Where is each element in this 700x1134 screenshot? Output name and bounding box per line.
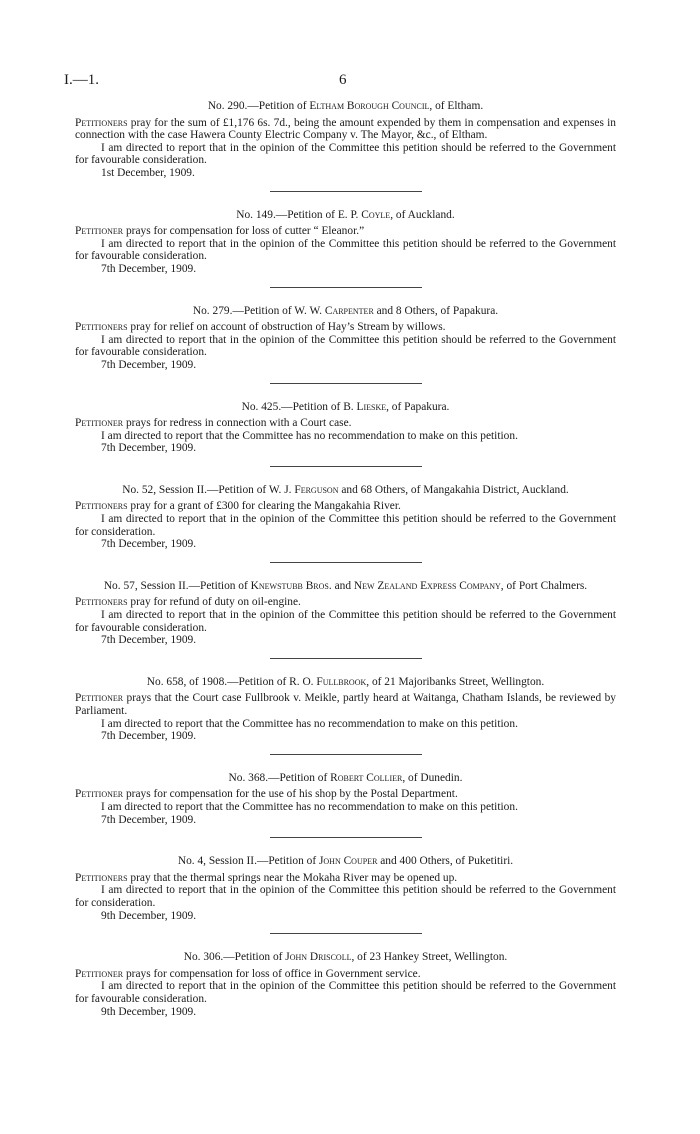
committee-report: I am directed to report that the Committee has no recommendation to make on this petition. (101, 800, 518, 813)
petition-prayer: Petitioner prays for compensation for loss of cutter “ Eleanor.” (75, 225, 365, 238)
petitioner-name: Fullbrook (316, 675, 367, 688)
report-date: 1st December, 1909. (101, 166, 195, 179)
petition-entry (75, 855, 616, 922)
report-date: 7th December, 1909. (101, 538, 197, 551)
section-divider (270, 191, 422, 192)
petitioner-name: Knewstubb Bros. (250, 579, 332, 592)
petition-title: No. 279.—Petition of W. W. Carpenter and 8 Others, of Papakura. (192, 304, 499, 317)
petition-prayer: Petitioners pray for the sum of £1,176 6s. 7d., being the amount expended by them in compensation and expenses in connection with the case Hawera County Electric Company v. The Mayor, &c., of Eltham. (75, 116, 616, 142)
section-divider (270, 383, 422, 384)
petition-prayer: Petitioner prays for compensation for loss of office in Government service. (75, 967, 421, 980)
committee-report: I am directed to report that in the opinion of the Committee this petition should be referred to the Government for consideration. (75, 513, 616, 538)
petition-entry (75, 580, 616, 647)
petition-prayer: Petitioner prays for compensation for the use of his shop by the Postal Department. (75, 788, 458, 801)
committee-report: I am directed to report that in the opinion of the Committee this petition should be referred to the Government for favourable consideration. (75, 333, 616, 359)
committee-report: I am directed to report that in the opinion of the Committee this petition should be referred to the Government for favourable consideration. (75, 609, 616, 634)
report-date: 7th December, 1909. (101, 634, 197, 647)
report-date: 9th December, 1909. (101, 1005, 197, 1018)
petition-list (75, 100, 616, 1018)
petition-entry (75, 100, 616, 180)
petition-title: No. 658, of 1908.—Petition of R. O. Fullbrook, of 21 Majoribanks Street, Wellington. (146, 675, 545, 688)
petition-entry (75, 772, 616, 826)
petition-entry (75, 676, 616, 743)
petition-entry (75, 305, 616, 372)
petitioner-name: Carpenter (324, 304, 374, 317)
petitioner-name: John Couper (318, 855, 378, 868)
committee-report: I am directed to report that in the opinion of the Committee this petition should be referred to the Government for consideration. (75, 884, 616, 909)
section-divider (270, 754, 422, 755)
petitioner-name: Lieske (356, 400, 387, 413)
section-divider (270, 837, 422, 838)
petitioner-name: Ferguson (294, 483, 339, 496)
petition-prayer: Petitioners pray for relief on account of obstruction of Hay’s Stream by willows. (75, 321, 446, 334)
petition-prayer: Petitioners pray for a grant of £300 for clearing the Mangakahia River. (75, 500, 401, 513)
report-date: 7th December, 1909. (101, 730, 197, 743)
section-divider (270, 933, 422, 934)
section-divider (270, 658, 422, 659)
committee-report: I am directed to report that in the opinion of the Committee this petition should be referred to the Government for favourable consideration. (75, 141, 616, 167)
document-reference: I.—1. (64, 72, 99, 88)
petition-title: No. 425.—Petition of B. Lieske, of Papakura. (241, 400, 450, 413)
petition-entry (75, 951, 616, 1018)
committee-report: I am directed to report that in the opinion of the Committee this petition should be referred to the Government for favourable consideration. (75, 237, 616, 263)
petitioner-name: Robert Collier (330, 771, 403, 784)
petition-title: No. 290.—Petition of Eltham Borough Council, of Eltham. (207, 100, 484, 112)
petition-title: No. 368.—Petition of Robert Collier, of Dunedin. (228, 771, 463, 784)
petitioner-name: Eltham Borough Council (309, 100, 430, 112)
petition-title: No. 4, Session II.—Petition of John Couper and 400 Others, of Puketitiri. (177, 855, 514, 868)
petition-entry (75, 484, 616, 551)
report-date: 7th December, 1909. (101, 262, 197, 275)
petitioner-name: Coyle (361, 208, 391, 221)
petitioner-name: John Driscoll (285, 951, 352, 964)
report-date: 7th December, 1909. (101, 813, 197, 826)
page-header (64, 72, 644, 92)
petition-prayer: Petitioner prays that the Court case Fullbrook v. Meikle, partly heard at Waitanga, Chatham Islands, be reviewed by Parliament. (75, 692, 616, 717)
petition-title: No. 57, Session II.—Petition of Knewstubb Bros. and New Zealand Express Company, of Port Chalmers. (103, 579, 588, 592)
petition-title: No. 306.—Petition of John Driscoll, of 23 Hankey Street, Wellington. (183, 951, 508, 964)
petition-title: No. 52, Session II.—Petition of W. J. Ferguson and 68 Others, of Mangakahia District, Auckland. (122, 483, 569, 496)
committee-report: I am directed to report that the Committee has no recommendation to make on this petition. (101, 429, 518, 442)
petition-prayer: Petitioners pray that the thermal springs near the Mokaha River may be opened up. (75, 871, 458, 884)
petition-entry (75, 401, 616, 455)
section-divider (270, 466, 422, 467)
petition-prayer: Petitioners pray for refund of duty on oil-engine. (75, 596, 301, 609)
report-date: 7th December, 1909. (101, 442, 197, 455)
section-divider (270, 287, 422, 288)
committee-report: I am directed to report that in the opinion of the Committee this petition should be referred to the Government for favourable consideration. (75, 980, 616, 1005)
committee-report: I am directed to report that the Committee has no recommendation to make on this petition. (101, 717, 518, 730)
report-date: 7th December, 1909. (101, 358, 197, 371)
petition-title: No. 149.—Petition of E. P. Coyle, of Auckland. (236, 208, 455, 221)
report-date: 9th December, 1909. (101, 909, 197, 922)
page-number: 6 (339, 72, 347, 88)
petition-prayer: Petitioner prays for redress in connection with a Court case. (75, 417, 352, 430)
petition-entry (75, 209, 616, 276)
section-divider (270, 562, 422, 563)
